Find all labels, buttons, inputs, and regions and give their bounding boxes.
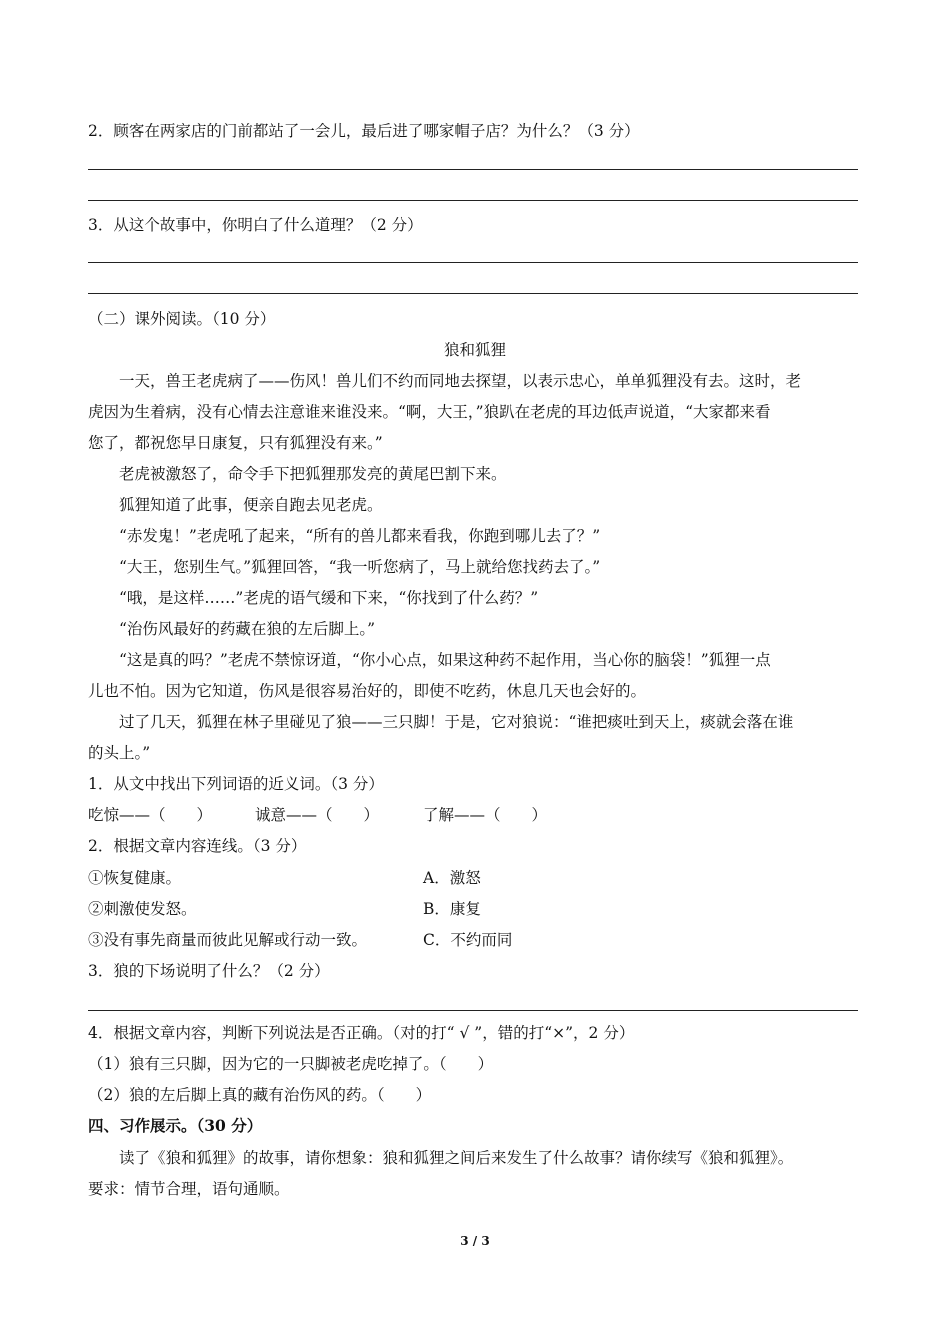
paragraph-line: 儿也不怕。因为它知道，伤风是很容易治好的，即使不吃药，休息几天也会好的。 (88, 682, 647, 700)
answer-line[interactable] (88, 1010, 858, 1011)
question-3: 3．从这个故事中，你明白了什么道理？（2 分） (88, 216, 423, 234)
paragraph-line: “哦，是这样……”老虎的语气缓和下来，“你找到了什么药？” (119, 589, 539, 607)
paragraph-line: 老虎被激怒了，命令手下把狐狸那发亮的黄尾巴割下来。 (119, 465, 507, 483)
paragraph-line: 您了，都祝您早日康复，只有狐狸没有来。” (88, 434, 383, 452)
paragraph-line: “赤发鬼！”老虎吼了起来，“所有的兽儿都来看我，你跑到哪儿去了？” (119, 527, 601, 545)
match-left-item[interactable]: ①恢复健康。 (88, 869, 182, 887)
true-false-item[interactable]: （2）狼的左后脚上真的藏有治伤风的药。（ ） (88, 1086, 432, 1104)
synonym-blank[interactable]: 诚意——（ ） (255, 806, 380, 824)
answer-line[interactable] (88, 169, 858, 170)
section-heading: 四、习作展示。（30 分） (88, 1116, 263, 1135)
paragraph-line: 过了几天，狐狸在林子里碰见了狼——三只脚！于是，它对狼说：“谁把痰吐到天上，痰就会落在谁 (119, 713, 794, 731)
paragraph-line: 狐狸知道了此事，便亲自跑去见老虎。 (119, 496, 383, 514)
essay-prompt-line: 要求：情节合理，语句通顺。 (88, 1180, 290, 1198)
match-left-item[interactable]: ③没有事先商量而彼此见解或行动一致。 (88, 931, 368, 949)
answer-line[interactable] (88, 293, 858, 294)
synonym-blank[interactable]: 了解——（ ） (423, 806, 548, 824)
paragraph-line: 一天，兽王老虎病了——伤风！兽儿们不约而同地去探望，以表示忠心，单单狐狸没有去。这时，老 (119, 372, 802, 390)
reading-question-4: 4．根据文章内容，判断下列说法是否正确。（对的打“ √ ”，错的打“×”，2 分） (88, 1024, 635, 1042)
true-false-item[interactable]: （1）狼有三只脚，因为它的一只脚被老虎吃掉了。（ ） (88, 1055, 494, 1073)
reading-question-2: 2．根据文章内容连线。（3 分） (88, 837, 307, 855)
essay-prompt-line: 读了《狼和狐狸》的故事，请你想象：狼和狐狸之间后来发生了什么故事？请你续写《狼和狐狸》。 (119, 1149, 794, 1167)
match-right-item[interactable]: C．不约而同 (423, 931, 513, 949)
answer-line[interactable] (88, 200, 858, 201)
page-number: 3 / 3 (460, 1234, 490, 1248)
match-right-item[interactable]: A．激怒 (423, 869, 481, 887)
reading-question-1: 1．从文中找出下列词语的近义词。（3 分） (88, 775, 384, 793)
paragraph-line: “大王，您别生气。”狐狸回答，“我一听您病了，马上就给您找药去了。” (119, 558, 601, 576)
story-title: 狼和狐狸 (443, 341, 506, 359)
match-right-item[interactable]: B．康复 (423, 900, 481, 918)
paragraph-line: 的头上。” (88, 744, 151, 762)
reading-question-3: 3．狼的下场说明了什么？（2 分） (88, 962, 330, 980)
section-heading: （二）课外阅读。（10 分） (88, 310, 276, 328)
paragraph-line: “治伤风最好的药藏在狼的左后脚上。” (119, 620, 376, 638)
match-left-item[interactable]: ②刺激使发怒。 (88, 900, 197, 918)
synonym-blank[interactable]: 吃惊——（ ） (88, 806, 213, 824)
paragraph-line: 虎因为生着病，没有心情去注意谁来谁没来。“啊，大王，”狼趴在老虎的耳边低声说道，“大家都来看 (88, 403, 771, 421)
answer-line[interactable] (88, 262, 858, 263)
question-2: 2．顾客在两家店的门前都站了一会儿，最后进了哪家帽子店？为什么？（3 分） (88, 122, 640, 140)
paragraph-line: “这是真的吗？”老虎不禁惊讶道，“你小心点，如果这种药不起作用，当心你的脑袋！”狐狸一点 (119, 651, 771, 669)
